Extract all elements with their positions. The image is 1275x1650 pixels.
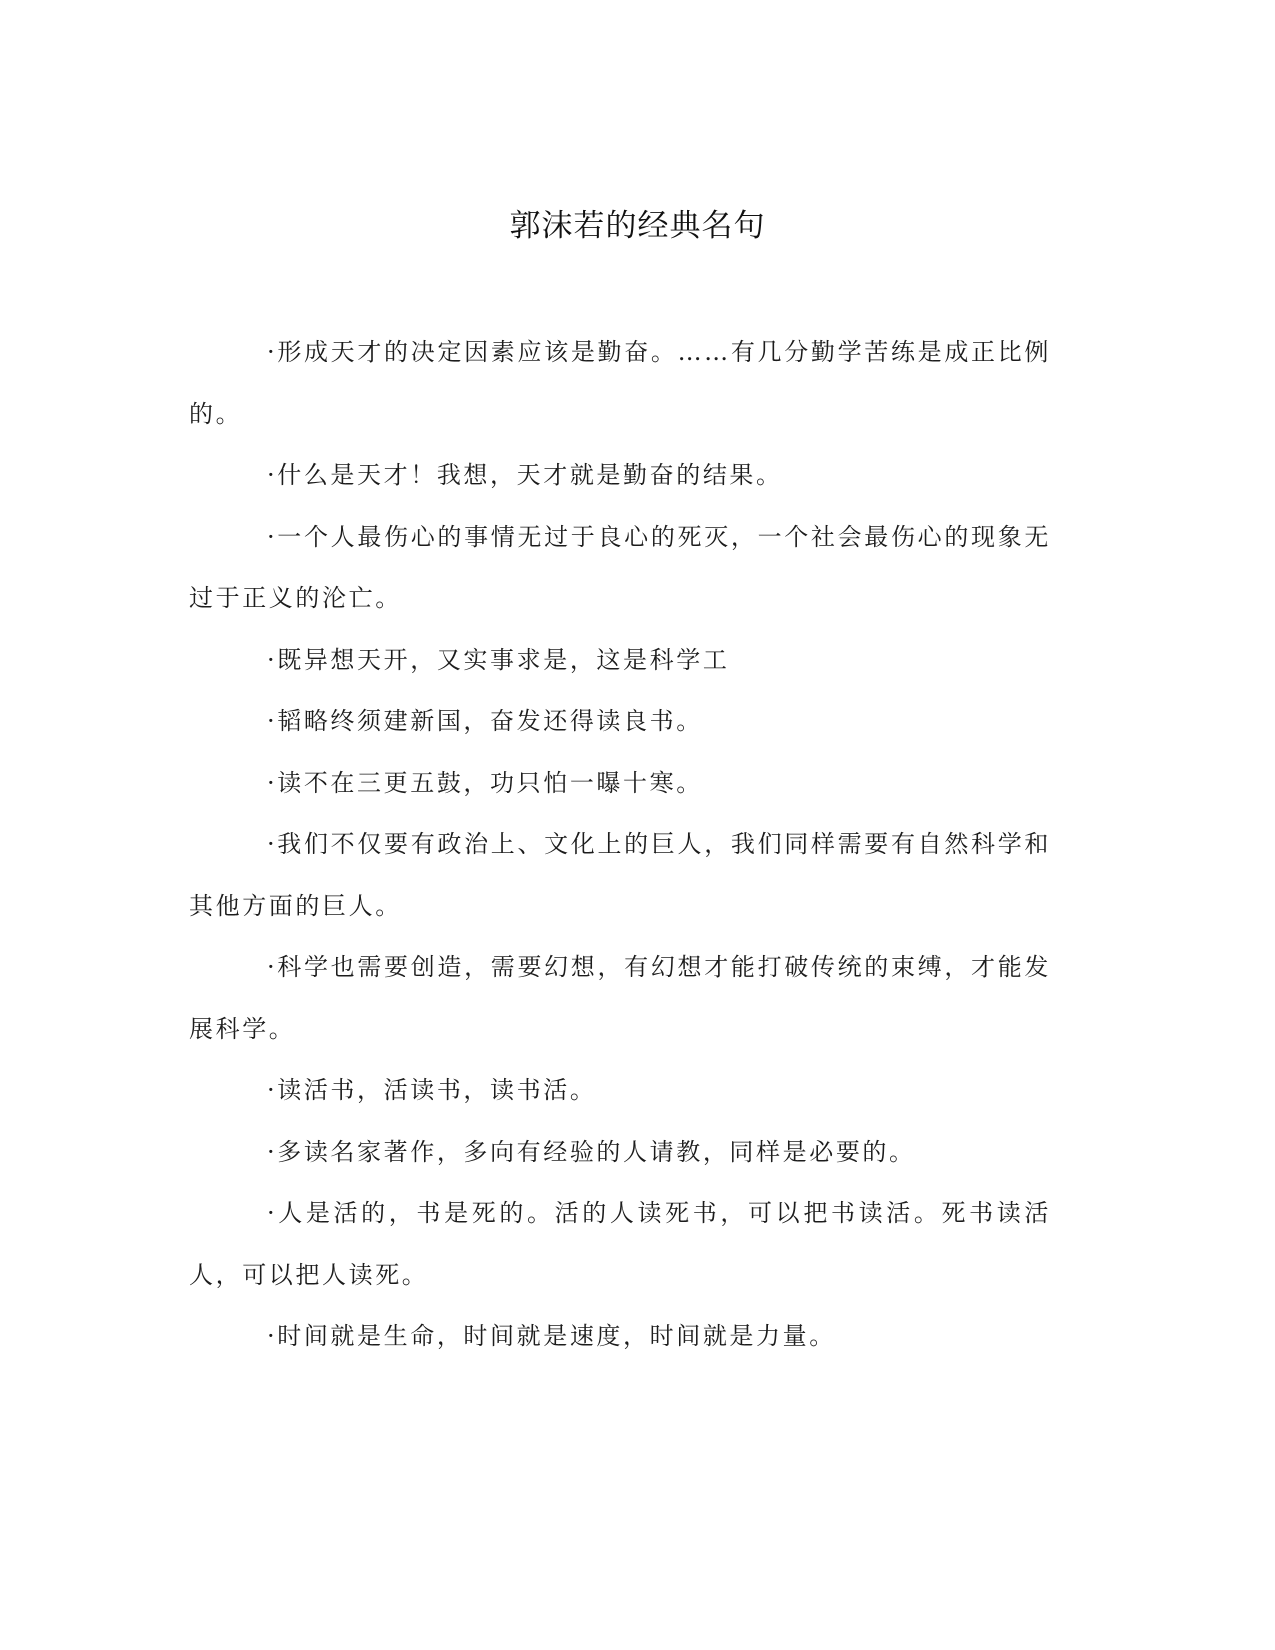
- quote-paragraph-8: ·科学也需要创造，需要幻想，有幻想才能打破传统的束缚，才能发展科学。: [189, 953, 1051, 1043]
- quote-paragraph-10: ·多读名家著作，多向有经验的人请教，同样是必要的。: [267, 1137, 916, 1166]
- quote-paragraph-9: ·读活书，活读书，读书活。: [267, 1076, 597, 1104]
- document-body: [189, 322, 1051, 1368]
- quote-paragraph-11: ·人是活的，书是死的。活的人读死书，可以把书读活。死书读活人，可以把人读死。: [189, 1199, 1051, 1289]
- quote-paragraph-1: ·形成天才的决定因素应该是勤奋。……有几分勤学苦练是成正比例的。: [189, 338, 1051, 428]
- quote-paragraph-2: ·什么是天才！我想，天才就是勤奋的结果。: [267, 461, 783, 489]
- page-title: 郭沫若的经典名句: [509, 208, 766, 244]
- quote-paragraph-3: ·一个人最伤心的事情无过于良心的死灭，一个社会最伤心的现象无过于正义的沦亡。: [189, 522, 1051, 612]
- quote-paragraph-5: ·韬略终须建新国，奋发还得读良书。: [267, 707, 703, 735]
- quote-paragraph-6: ·读不在三更五鼓，功只怕一曝十寒。: [267, 768, 703, 797]
- quote-paragraph-12: ·时间就是生命，时间就是速度，时间就是力量。: [267, 1322, 836, 1350]
- quote-paragraph-4: ·既异想天开，又实事求是，这是科学工: [267, 645, 730, 674]
- quote-paragraph-7: ·我们不仅要有政治上、文化上的巨人，我们同样需要有自然科学和其他方面的巨人。: [189, 830, 1051, 920]
